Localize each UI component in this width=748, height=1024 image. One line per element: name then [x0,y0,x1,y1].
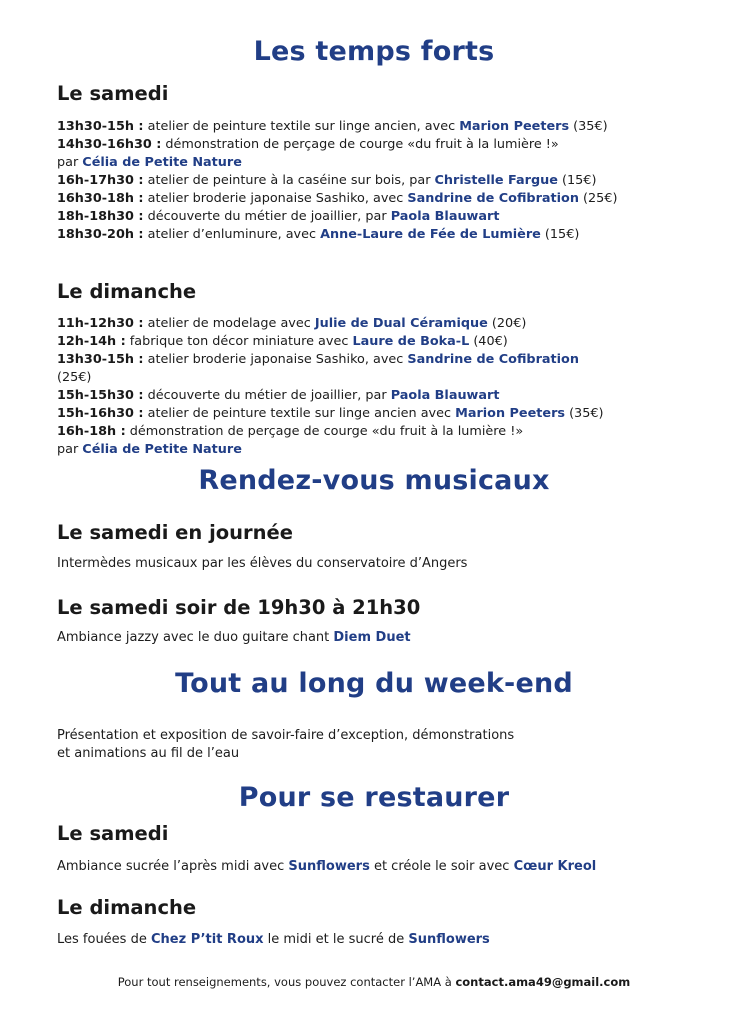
heading-samedi: Le samedi [57,82,169,105]
schedule-item: 16h-17h30 : atelier de peinture à la caséine sur bois, par Christelle Fargue (15€) [57,173,597,188]
schedule-item: 13h30-15h : atelier de peinture textile sur linge ancien, avec Marion Peeters (35€) [57,119,608,134]
schedule-item: 18h30-20h : atelier d’enluminure, avec Anne-Laure de Fée de Lumière (15€) [57,227,580,242]
section-title-temps-forts: Les temps forts [253,36,495,67]
schedule-item: 14h30-16h30 : démonstration de perçage de courge «du fruit à la lumière !» [57,137,559,152]
section-title-weekend: Tout au long du week-end [175,668,573,699]
restaurer-dimanche-description: Les fouées de Chez P’tit Roux le midi et le sucré de Sunflowers [57,932,490,947]
heading-samedi-journee: Le samedi en journée [57,521,293,544]
schedule-item: 12h-14h : fabrique ton décor miniature avec Laure de Boka-L (40€) [57,334,508,349]
section-title-musicaux: Rendez-vous musicaux [198,465,550,496]
dimanche-schedule-list [57,315,727,459]
journee-description: Intermèdes musicaux par les élèves du conservatoire d’Angers [57,556,468,571]
soir-description: Ambiance jazzy avec le duo guitare chant Diem Duet [57,630,411,645]
footer-contact: Pour tout renseignements, vous pouvez contacter l’AMA à contact.ama49@gmail.com [117,975,631,989]
schedule-item: par Célia de Petite Nature [57,442,242,457]
schedule-item: 15h-16h30 : atelier de peinture textile sur linge ancien avec Marion Peeters (35€) [57,406,604,421]
heading-restaurer-dimanche: Le dimanche [57,896,197,919]
schedule-item: 18h-18h30 : découverte du métier de joaillier, par Paola Blauwart [57,209,500,224]
schedule-item: (25€) [57,370,92,385]
restaurer-samedi-description: Ambiance sucrée l’après midi avec Sunflowers et créole le soir avec Cœur Kreol [57,859,597,874]
schedule-item: 11h-12h30 : atelier de modelage avec Julie de Dual Céramique (20€) [57,316,527,331]
section-title-restaurer: Pour se restaurer [238,782,510,813]
contact-email[interactable]: contact.ama49@gmail.com [455,975,631,989]
weekend-description-line1: Présentation et exposition de savoir-faire d’exception, démonstrations [57,728,515,743]
schedule-item: 16h30-18h : atelier broderie japonaise Sashiko, avec Sandrine de Cofibration (25€) [57,191,618,206]
samedi-schedule-list [57,118,727,244]
weekend-description-line2: et animations au fil de l’eau [57,746,240,761]
heading-dimanche: Le dimanche [57,280,197,303]
heading-samedi-soir: Le samedi soir de 19h30 à 21h30 [57,596,421,619]
schedule-item: 13h30-15h : atelier broderie japonaise Sashiko, avec Sandrine de Cofibration [57,352,579,367]
schedule-item: 15h-15h30 : découverte du métier de joaillier, par Paola Blauwart [57,388,500,403]
schedule-item: 16h-18h : démonstration de perçage de courge «du fruit à la lumière !» [57,424,524,439]
heading-restaurer-samedi: Le samedi [57,822,169,845]
schedule-item: par Célia de Petite Nature [57,155,242,170]
